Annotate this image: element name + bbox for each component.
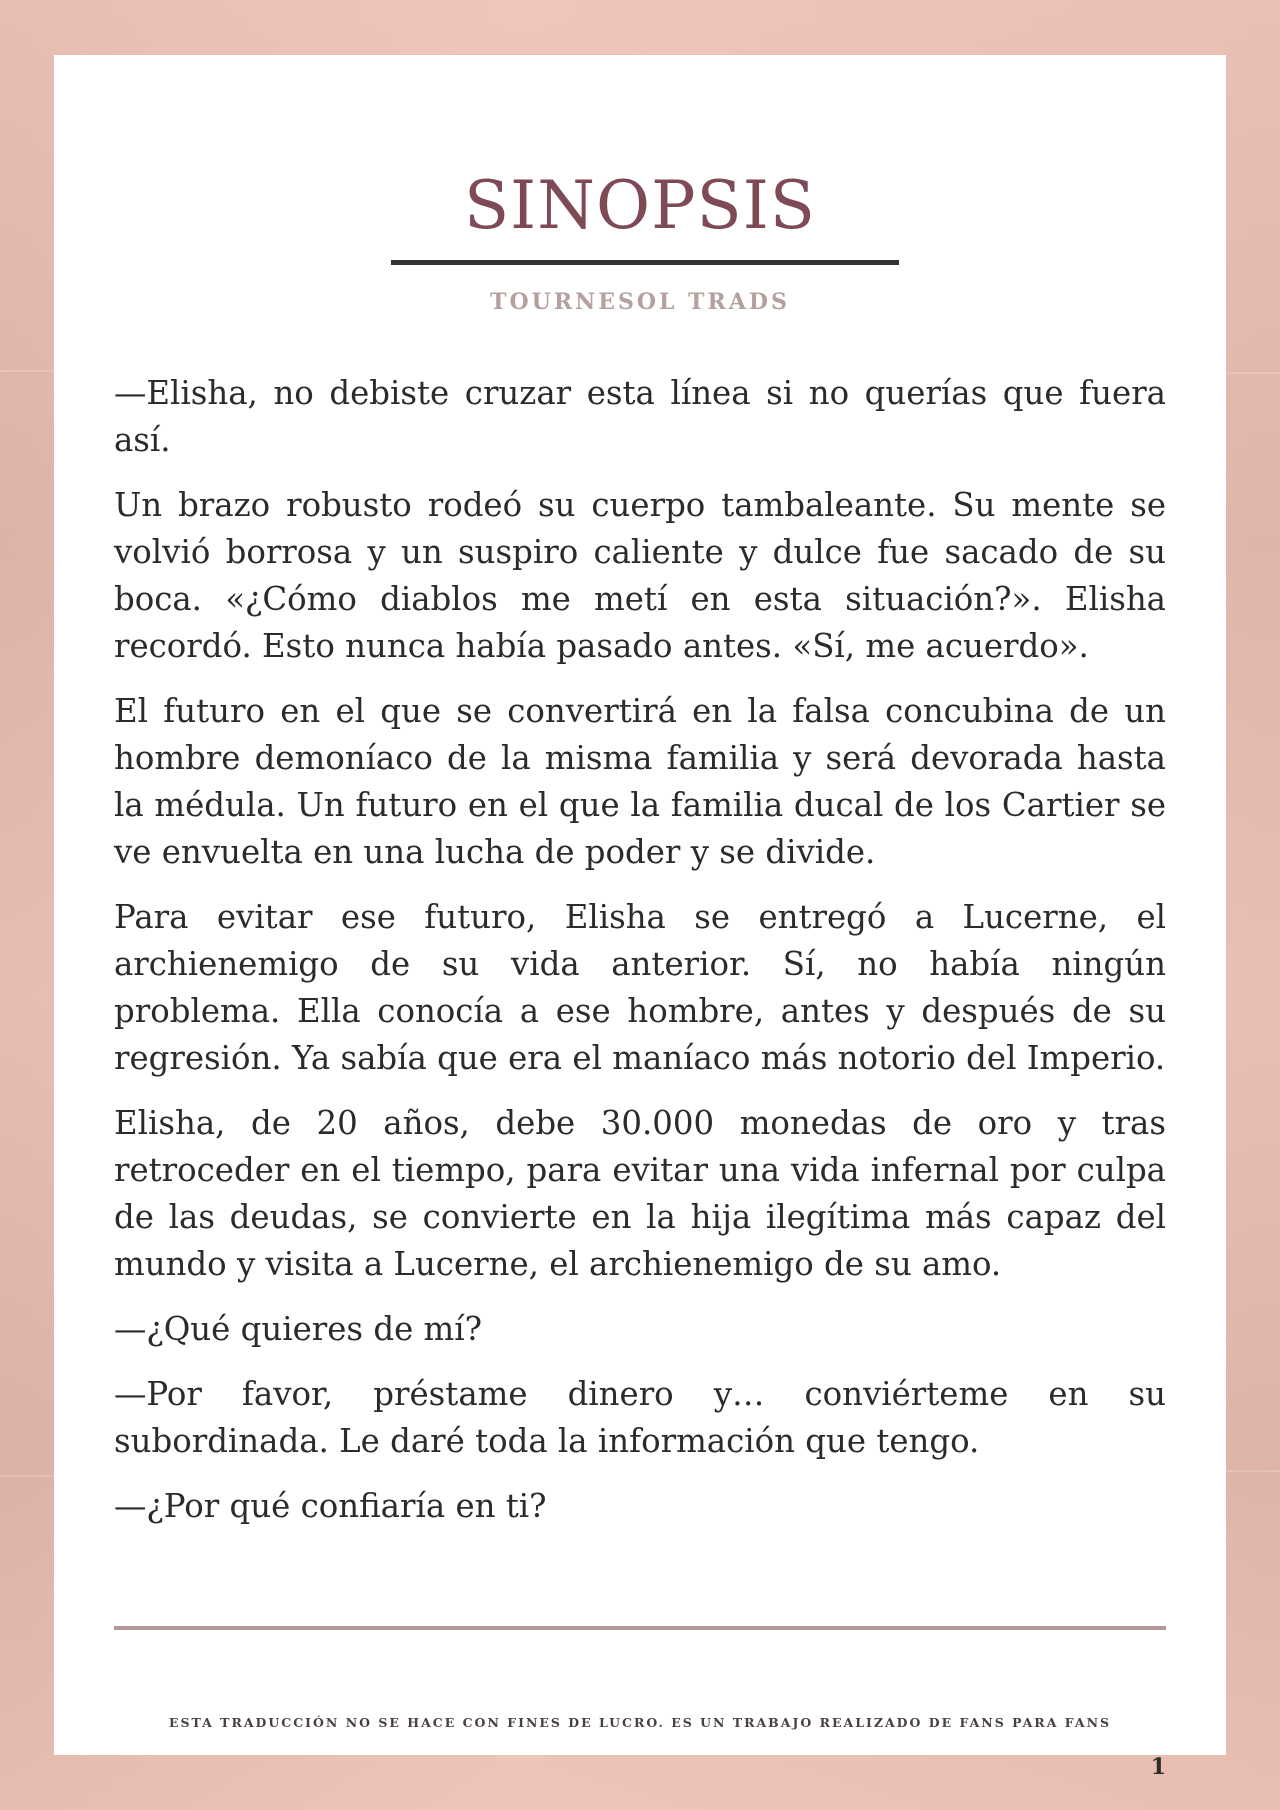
paper-crease	[0, 1475, 54, 1477]
paragraph: El futuro en el que se convertirá en la falsa concubina de un hombre demoníaco de la misma familia y será devorada hasta la médula. Un futuro en el que la familia ducal de los Cartier se ve envuelta en una lucha de poder y se divide.	[114, 692, 1166, 871]
paragraph: Un brazo robusto rodeó su cuerpo tambaleante. Su mente se volvió borrosa y un suspiro caliente y dulce fue sacado de su boca. «¿Cómo diablos me metí en esta situación?». Elisha recordó. Esto nunca había pasado antes. «Sí, me acuerdo».	[114, 486, 1166, 665]
paragraph: —¿Por qué confiaría en ti?	[114, 1487, 547, 1525]
paper-crease	[0, 370, 54, 372]
document-page	[54, 55, 1226, 1780]
translator-credit: TOURNESOL TRADS	[490, 289, 790, 315]
footer-disclaimer: ESTA TRADUCCIÓN NO SE HACE CON FINES DE LUCRO. ES UN TRABAJO REALIZADO DE FANS PARA FANS	[168, 1715, 1112, 1730]
footer-divider	[114, 1626, 1166, 1630]
paragraph: Elisha, de 20 años, debe 30.000 monedas de oro y tras retroceder en el tiempo, para evitar una vida infernal por culpa de las deudas, se convierte en la hija ilegítima más capaz del mundo y visita a Lucerne, el archienemigo de su amo.	[114, 1104, 1166, 1283]
synopsis-body	[114, 370, 1166, 1548]
paragraph: —Por favor, préstame dinero y… conviérteme en su subordinada. Le daré toda la información que tengo.	[114, 1375, 1166, 1460]
paragraph: Para evitar ese futuro, Elisha se entregó a Lucerne, el archienemigo de su vida anterior. Sí, no había ningún problema. Ella conocía a ese hombre, antes y después de su regresión. Ya sabía que era el maníaco más notorio del Imperio.	[114, 898, 1166, 1077]
paragraph: —¿Qué quieres de mí?	[114, 1310, 482, 1348]
paper-crease	[1226, 372, 1280, 374]
paragraph: —Elisha, no debiste cruzar esta línea si no querías que fuera así.	[114, 374, 1166, 459]
page-title: SINOPSIS	[463, 167, 817, 244]
page-number: 1	[1150, 1754, 1166, 1780]
title-underline	[391, 260, 899, 265]
paper-crease	[1226, 1470, 1280, 1472]
